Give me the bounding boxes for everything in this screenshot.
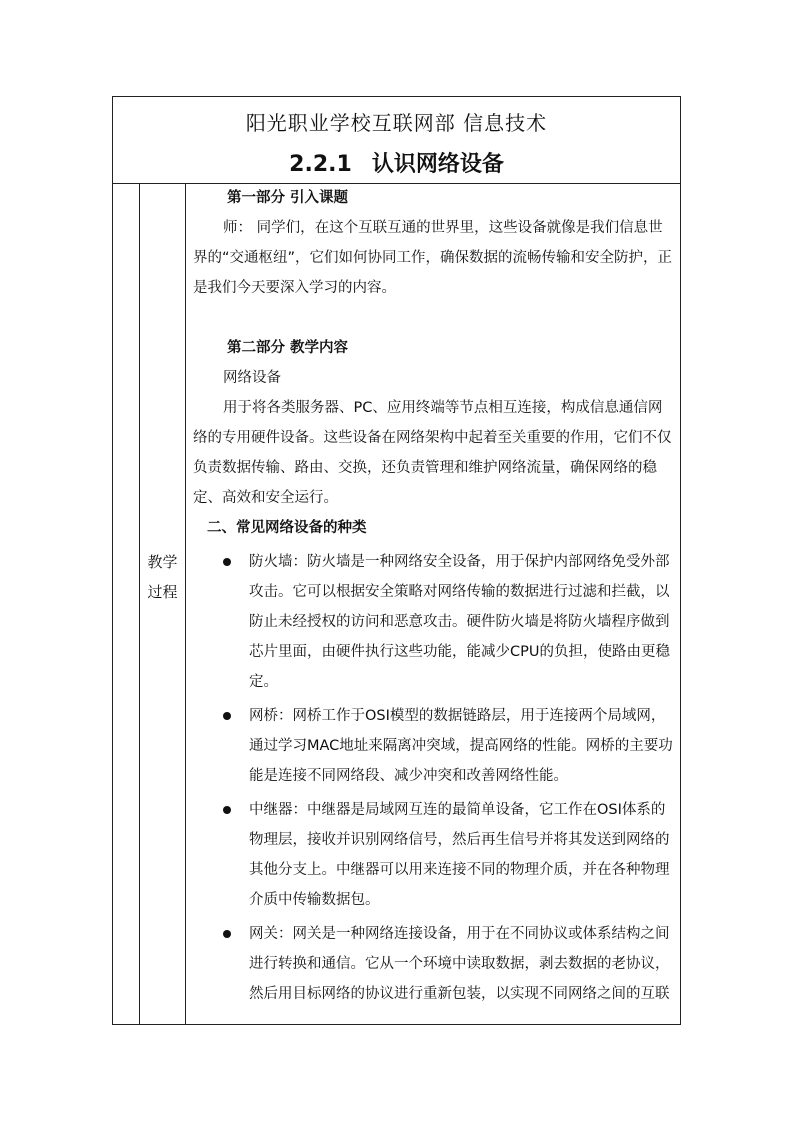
part1-title: 第一部分 引入课题 [227, 190, 349, 206]
lesson-number: 2.2.1 [289, 152, 352, 177]
bullet-text: 中继器：中继器是局域网互连的最简单设备，它工作在OSI体系的物理层，接收并识别网络信号，然后再生信号并将其发送到网络的其他分支上。中继器可以用来连接不同的物理介质，并在各种物理介质中传输数据包。 [249, 802, 670, 908]
bullet-dot-icon [223, 930, 231, 938]
side-label-line-2: 过程 [147, 583, 178, 601]
lesson-title: 认识网络设备 [371, 152, 504, 177]
definition-text: 用于将各类服务器、PC、应用终端等节点相互连接，构成信息通信网络的专用硬件设备。这些设备在网络架构中起着至关重要的作用，它们不仅负责数据传输、路由、交换，还负责管理和维护网络流量，确保网络的稳定、高效和安全运行。 [193, 400, 672, 506]
bullet-item-firewall [193, 547, 676, 697]
bullet-text: 网关：网关是一种网络连接设备，用于在不同协议或体系结构之间进行转换和通信。它从一个环境中读取数据，剥去数据的老协议，然后用目标网络的协议进行重新包装，以实现不同网络之间的互联 [249, 926, 670, 1002]
lesson-content [193, 183, 676, 1009]
subsection-title: 网络设备 [223, 370, 281, 386]
column-divider-right [185, 183, 186, 1024]
bullet-dot-icon [223, 558, 231, 566]
bullet-item-gateway [193, 919, 676, 1009]
part2-title: 第二部分 教学内容 [227, 340, 349, 356]
bullet-dot-icon [223, 712, 231, 720]
part1-text: 师： 同学们，在这个互联互通的世界里，这些设备就像是我们信息世界的“交通枢纽”，它们如何协同工作，确保数据的流畅传输和安全防护，正是我们今天要深入学习的内容。 [193, 220, 673, 296]
bullet-text: 防火墙：防火墙是一种网络安全设备，用于保护内部网络免受外部攻击。它可以根据安全策略对网络传输的数据进行过滤和拦截，以防止未经授权的访问和恶意攻击。硬件防火墙是将防火墙程序做到芯片里面，由硬件执行这些功能，能减少CPU的负担，使路由更稳定。 [249, 554, 670, 690]
school-line: 阳光职业学校互联网部 信息技术 [245, 111, 548, 135]
side-label-line-1: 教学 [147, 553, 178, 571]
bullet-item-repeater [193, 795, 676, 915]
bullet-item-bridge [193, 701, 676, 791]
bullet-text: 网桥：网桥工作于OSI模型的数据链路层，用于连接两个局域网，通过学习MAC地址来隔离冲突域，提高网络的性能。网桥的主要功能是连接不同网络段、减少冲突和改善网络性能。 [249, 708, 673, 784]
bullet-dot-icon [223, 806, 231, 814]
side-label [140, 547, 185, 607]
lesson-heading [113, 147, 680, 178]
section-title: 二、常见网络设备的种类 [207, 520, 367, 536]
lesson-table [112, 96, 681, 1025]
